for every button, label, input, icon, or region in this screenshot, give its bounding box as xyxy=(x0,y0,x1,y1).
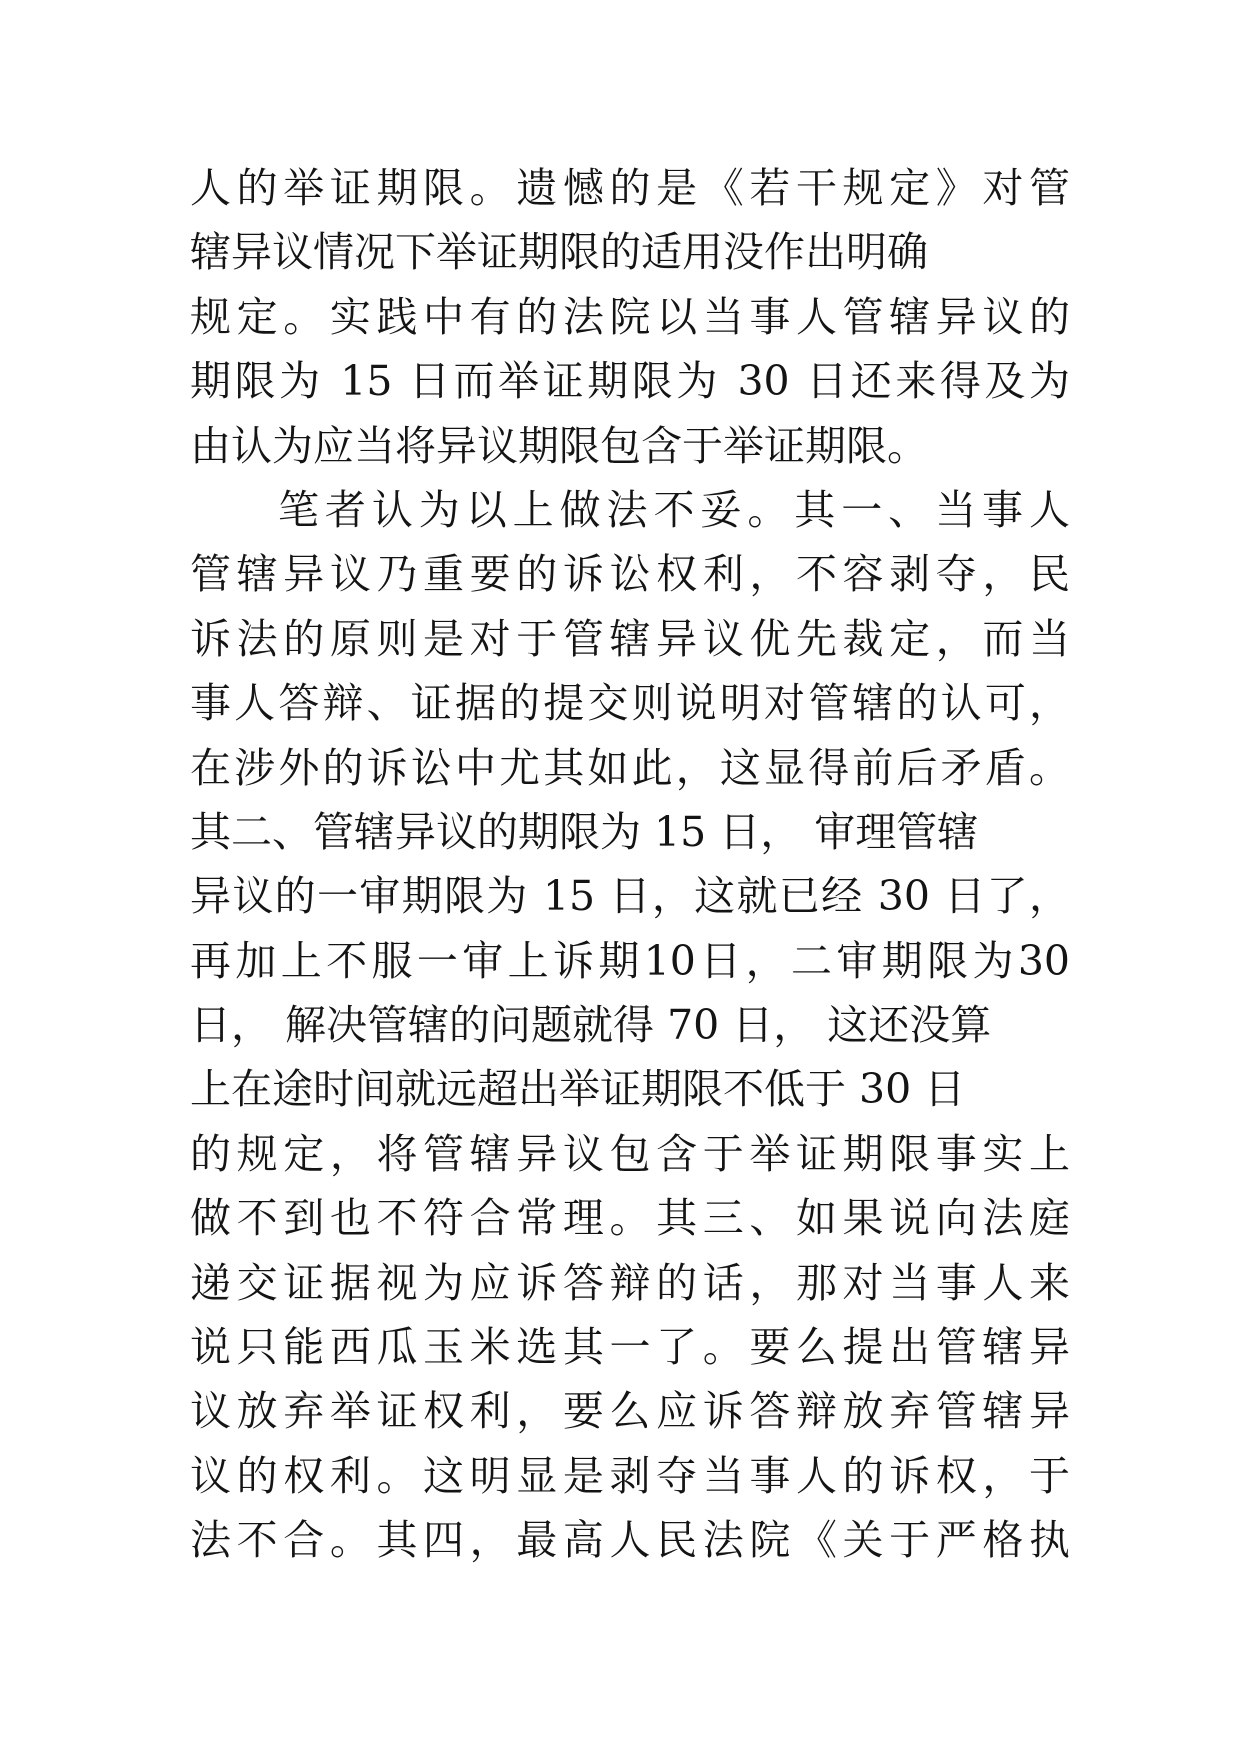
text-line-14: 日， 解决管辖的问题就得 70 日， 这还没算 xyxy=(190,1001,992,1050)
text-line-5: 由认为应当将异议期限包含于举证期限。 xyxy=(190,421,928,470)
text-line-8: 诉法的原则是对于管辖异议优先裁定，而当 xyxy=(190,614,1070,663)
text-line-21: 议的权利。这明显是剥夺当事人的诉权，于 xyxy=(190,1451,1070,1500)
text-line-12: 异议的一审期限为 15 日，这就已经 30 日了， xyxy=(190,872,1070,921)
body-text xyxy=(190,156,1070,1573)
text-line-11: 其二、管辖异议的期限为 15 日， 审理管辖 xyxy=(190,807,979,856)
text-line-17: 做不到也不符合常理。其三、如果说向法庭 xyxy=(190,1194,1070,1243)
text-line-22: 法不合。其四，最高人民法院《关于严格执 xyxy=(190,1516,1070,1565)
text-line-13: 再加上不服一审上诉期10日，二审期限为30 xyxy=(190,936,1070,985)
text-line-15: 上在途时间就远超出举证期限不低于 30 日 xyxy=(190,1065,966,1114)
text-line-19: 说只能西瓜玉米选其一了。要么提出管辖异 xyxy=(190,1323,1070,1372)
text-line-4: 期限为 15 日而举证期限为 30 日还来得及为 xyxy=(190,357,1070,406)
text-line-7: 管辖异议乃重要的诉讼权利，不容剥夺，民 xyxy=(190,550,1070,599)
text-line-9: 事人答辩、证据的提交则说明对管辖的认可， xyxy=(190,679,1070,728)
text-line-10: 在涉外的诉讼中尤其如此，这显得前后矛盾。 xyxy=(190,743,1070,792)
text-line-20: 议放弃举证权利，要么应诉答辩放弃管辖异 xyxy=(190,1387,1070,1436)
paragraph-start-line: 笔者认为以上做法不妥。其一、当事人 xyxy=(278,485,1070,534)
text-line-2: 辖异议情况下举证期限的适用没作出明确 xyxy=(190,228,928,277)
text-line-1: 人的举证期限。遗憾的是《若干规定》对管 xyxy=(190,164,1070,212)
text-line-18: 递交证据视为应诉答辩的话，那对当事人来 xyxy=(190,1258,1070,1307)
text-line-16: 的规定，将管辖异议包含于举证期限事实上 xyxy=(190,1129,1070,1178)
text-line-3: 规定。实践中有的法院以当事人管辖异议的 xyxy=(190,292,1070,341)
